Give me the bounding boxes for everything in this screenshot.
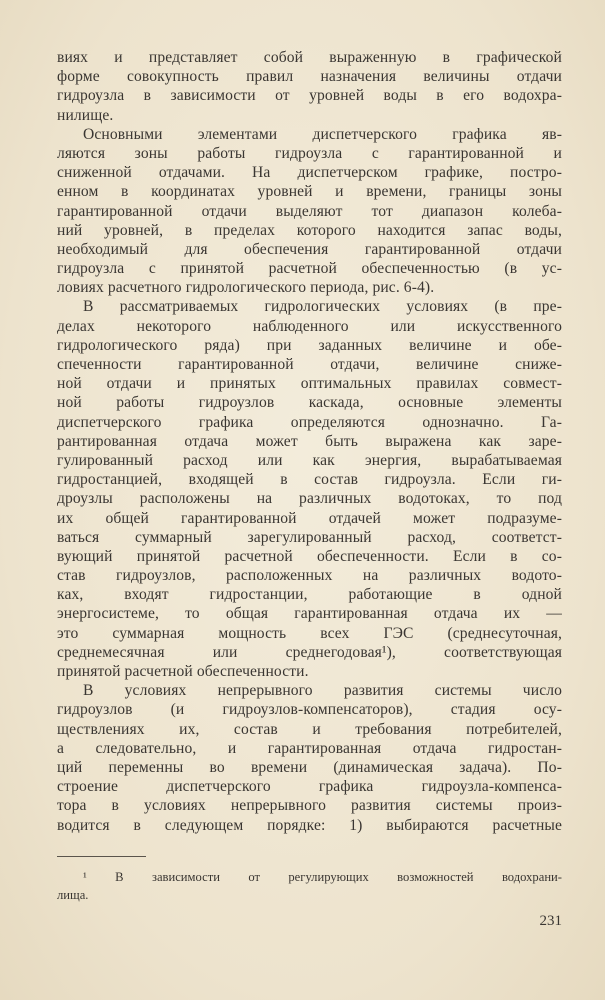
text-line: гидроузлов (и гидроузлов-компенсаторов), стадия осу- [57,701,562,719]
footnote-line: ¹ В зависимости от регулирующих возможностей водохрани- [83,870,562,884]
text-line: среднемесячная или среднегодовая¹), соответствующая [57,643,562,661]
text-line: гидростанцией, входящей в состав гидроузла. Если ги- [57,471,562,489]
text-line: ляются зоны работы гидроузла с гарантированной и [57,144,562,162]
footnote [57,868,562,904]
footnote-line: лища. [57,888,89,902]
text-line: вующий принятой расчетной обеспеченности. Если в со- [57,547,562,565]
text-line: ках, входят гидростанции, работающие в одной [57,586,562,604]
text-line: ций переменны во времени (динамическая задача). По- [57,758,562,776]
text-line: спеченности гарантированной отдачи, величине сниже- [57,356,562,373]
text-line: гарантированной отдачи выделяют тот диапазон колеба- [57,202,562,220]
text-line: принятой расчетной обеспеченности. [57,663,309,680]
text-line: ваться суммарный зарегулированный расход, соответст- [57,528,562,546]
text-line: гулированный расход или как энергия, вырабатываемая [57,451,562,469]
text-line: их общей гарантированной отдачей может подразуме- [57,509,562,527]
text-line: дроузлы расположены на различных водотоках, то под [57,490,562,508]
text-line: необходимый для обеспечения гарантированной отдачи [57,240,562,258]
text-line: сниженной отдачами. На диспетчерском графике, постро- [57,164,562,182]
text-line: нилище. [57,106,114,124]
text-line: водится в следующем порядке: 1) выбираются расчетные [57,816,562,834]
text-line: В рассматриваемых гидрологических условиях (в пре- [83,298,562,316]
text-line: В условиях непрерывного развития системы число [83,682,562,700]
body-text [57,48,562,835]
text-line: рантированная отдача может быть выражена как заре- [57,432,562,450]
text-line: ний уровней, в пределах которого находится запас воды, [57,221,562,239]
text-line: а следовательно, и гарантированная отдача гидростан- [57,739,562,757]
text-line: гидрологического ряда) при заданных величине и обе- [57,336,562,354]
text-line: енном в координатах уровней и времени, границы зоны [57,183,562,201]
text-line: это суммарная мощность всех ГЭС (среднесуточная, [57,624,562,642]
text-line: гидроузла с принятой расчетной обеспеченностью (в ус- [57,260,562,278]
text-line: тора в условиях непрерывного развития системы произ- [57,797,562,815]
text-line: виях и представляет собой выраженную в графической [57,49,562,66]
page-number: 231 [539,913,562,929]
text-line: энергосистеме, то общая гарантированная отдача их — [57,605,562,623]
text-line: гидроузла в зависимости от уровней воды в его водохра- [57,87,562,105]
text-line: форме совокупность правил назначения величины отдачи [57,68,562,86]
text-line: ной работы гидроузлов каскада, основные элементы [57,394,562,412]
text-line: строение диспетчерского графика гидроузла-компенса- [57,778,562,796]
footnote-divider [57,856,146,857]
text-line: Основными элементами диспетчерского графика яв- [83,125,562,143]
text-line: став гидроузлов, расположенных на различных водото- [57,567,562,585]
text-line: делах некоторого наблюденного или искусственного [57,317,562,335]
text-line: ловиях расчетного гидрологического периода, рис. 6-4). [57,279,435,297]
text-line: диспетчерского графика определяются однозначно. Га- [57,413,562,431]
text-line: ществлениях их, состав и требования потребителей, [57,720,562,738]
text-line: ной отдачи и принятых оптимальных правилах совмест- [57,375,562,393]
